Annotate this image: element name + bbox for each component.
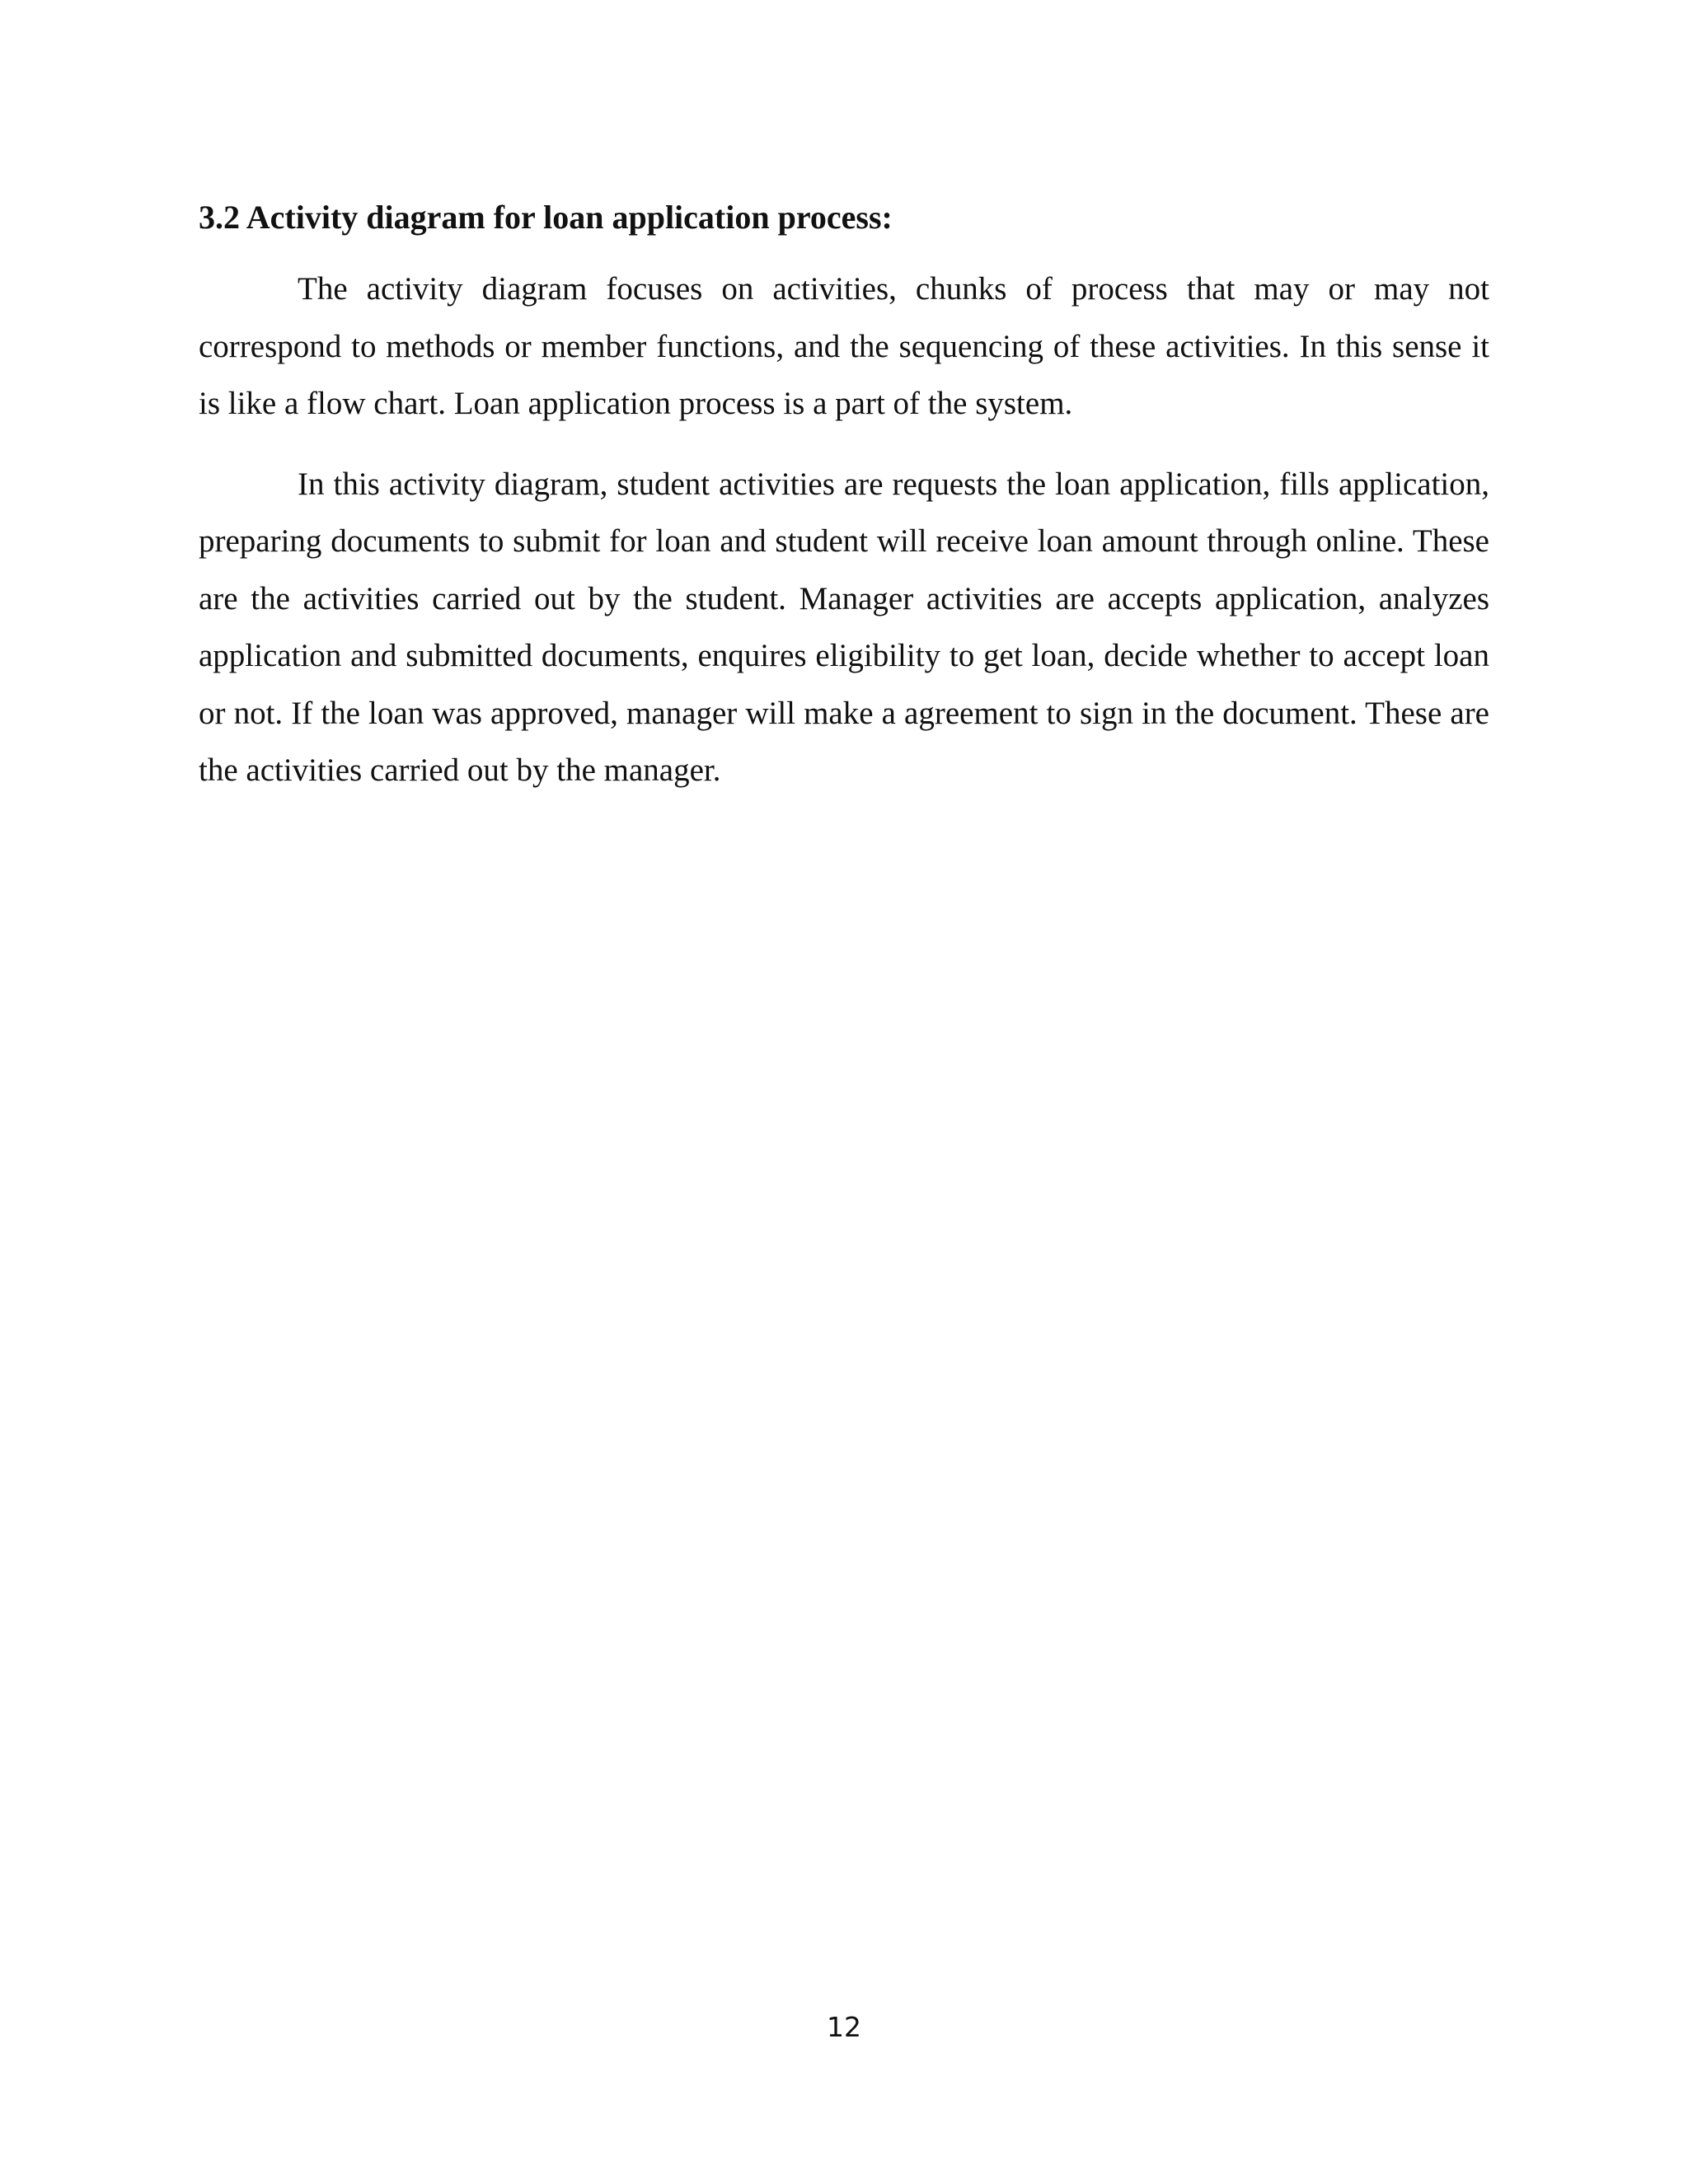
page-number: 12: [827, 2011, 861, 2043]
section-heading: 3.2 Activity diagram for loan application process:: [199, 199, 893, 236]
page-content: [199, 194, 1489, 823]
paragraph-activities: In this activity diagram, student activities are requests the loan application, fills application, preparing documents to submit for loan and student will receive loan amount through online. These are the activities carried out by the student. Manager activities are accepts application, analyzes application and submitted documents, enquires eligibility to get loan, decide whether to accept loan or not. If the loan was approved, manager will make a agreement to sign in the document. These are the activities carried out by the manager.: [199, 466, 1489, 788]
paragraph-intro: The activity diagram focuses on activities, chunks of process that may or may not correspond to methods or member functions, and the sequencing of these activities. In this sense it is like a flow chart. Loan application process is a part of the system.: [199, 271, 1489, 421]
